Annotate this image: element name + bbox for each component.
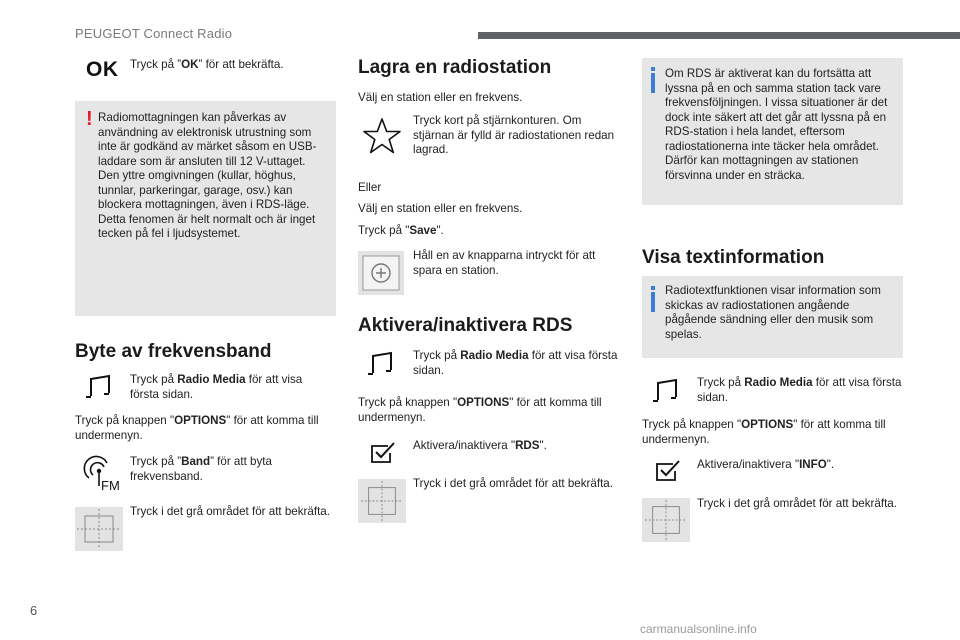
warning-icon: !	[86, 108, 93, 130]
music-note-icon	[366, 350, 396, 378]
section-heading-save-station: Lagra en radiostation	[358, 57, 552, 78]
music-note-icon	[651, 377, 681, 405]
plus-button-icon	[358, 251, 404, 295]
star-outline-icon	[362, 117, 402, 155]
info-icon-bar	[651, 292, 655, 312]
checkbox-icon	[370, 440, 396, 464]
rds-step-toggle: Aktivera/inaktivera "RDS".	[413, 439, 547, 452]
star-instruction: Tryck kort på stjärnkonturen. Om stjärnan är fylld är radiostationen redan lagrad.	[413, 114, 615, 156]
ok-icon: OK	[86, 58, 119, 81]
radio-fm-icon	[80, 452, 120, 492]
section-heading-band: Byte av frekvensband	[75, 341, 272, 362]
rds-step-confirm: Tryck i det grå området för att bekräfta.	[413, 477, 613, 490]
band-step-confirm: Tryck i det grå området för att bekräfta.	[130, 505, 330, 518]
band-step-options: Tryck på knappen "OPTIONS" för att komma till undermenyn.	[75, 414, 319, 442]
or-text: Eller	[358, 181, 382, 194]
ok-instruction: Tryck på ”OK” för att bekräfta.	[130, 58, 284, 71]
checkbox-icon	[655, 458, 681, 482]
info-step-toggle: Aktivera/inaktivera "INFO".	[697, 458, 835, 471]
music-note-icon	[84, 373, 114, 401]
info-step-options: Tryck på knappen "OPTIONS" för att komma till undermenyn.	[642, 418, 886, 446]
rds-step-options: Tryck på knappen "OPTIONS" för att komma till undermenyn.	[358, 396, 602, 424]
grey-area-icon	[358, 479, 406, 523]
grey-area-icon	[75, 507, 123, 551]
info-step-confirm: Tryck i det grå området för att bekräfta.	[697, 497, 897, 510]
save-press-save: Tryck på "Save".	[358, 224, 444, 237]
svg-text:FM: FM	[101, 478, 120, 492]
info-radiotext-text: Radiotextfunktionen visar information som skickas av radiostationen angående pågående sändning eller den musik som spelas.	[665, 284, 881, 341]
plus-instruction: Håll en av knapparna intryckt för att spara en station.	[413, 249, 596, 277]
save-select-station-2: Välj en station eller en frekvens.	[358, 202, 523, 215]
section-heading-textinfo: Visa textinformation	[642, 247, 825, 268]
page-header-title: PEUGEOT Connect Radio	[75, 26, 233, 41]
rds-step-radio-media: Tryck på Radio Media för att visa första sidan.	[413, 349, 618, 377]
section-heading-rds: Aktivera/inaktivera RDS	[358, 315, 573, 336]
band-step-band: Tryck på ”Band” för att byta frekvensband.	[130, 455, 272, 483]
header-bar	[478, 32, 960, 39]
info-icon	[651, 286, 655, 290]
grey-area-icon	[642, 498, 690, 542]
info-icon-bar	[651, 73, 655, 93]
watermark: carmanualsonline.info	[640, 622, 757, 636]
warning-text: Radiomottagningen kan påverkas av användning av elektronisk utrustning som inte är godkänd av märket såsom en USB-laddare som är ansluten till 12 V-uttaget. Den yttre omgivningen (kullar, höghus, tunnlar, parkeringar, garage, osv.) kan blockera mottagningen, även i RDS-läge. Detta fenomen är helt normalt och är inget tecken på fel i ljudsystemet.	[98, 111, 317, 240]
page-number: 6	[30, 603, 38, 618]
info-icon	[651, 67, 655, 71]
info-rds-text: Om RDS är aktiverat kan du fortsätta att lyssna på en och samma station tack vare frekvensföljningen. I vissa situationer är det dock inte säkert att det går att lyssna på en RDS-station i hela landet, eftersom radiostationerna inte täcker hela området. Därför kan mottagningen av stationen försvinna under en sträcka.	[665, 67, 888, 182]
save-select-station: Välj en station eller en frekvens.	[358, 91, 523, 104]
band-step-radio-media: Tryck på Radio Media för att visa första sidan.	[130, 373, 303, 401]
info-step-radio-media: Tryck på Radio Media för att visa första sidan.	[697, 376, 902, 404]
